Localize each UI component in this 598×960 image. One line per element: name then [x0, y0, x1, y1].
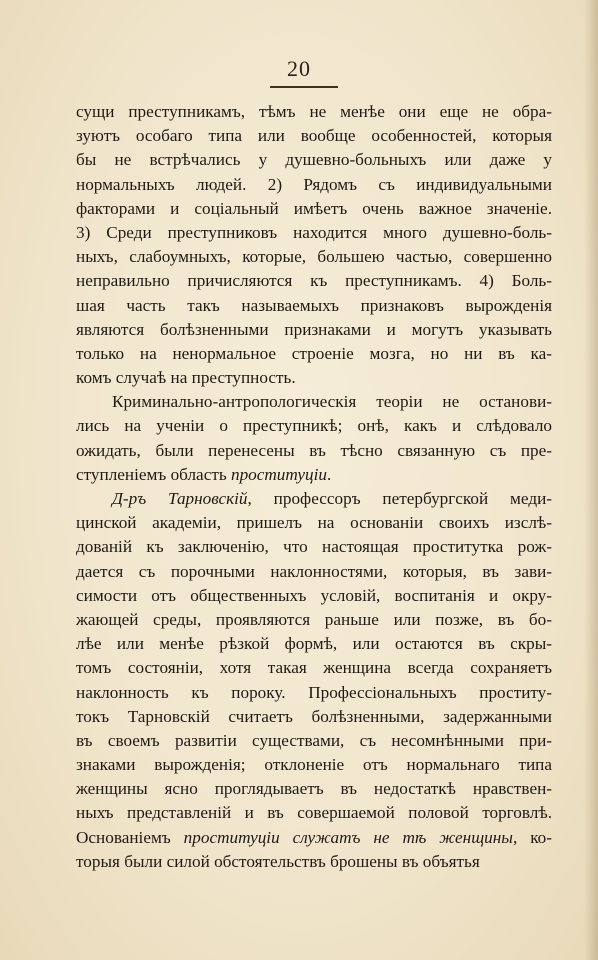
text-line: [76, 173, 552, 197]
text-segment: торыя были силой обстоятельствъ брошены въ объятья: [76, 851, 480, 871]
text-segment: цинской академіи, пришелъ на основаніи своихъ изслѣ-: [76, 513, 552, 533]
paragraph: [76, 100, 552, 390]
text-segment: .: [326, 464, 332, 484]
text-line: [76, 414, 552, 438]
text-segment: женщины ясно проглядываетъ въ недостаткѣ нравствен-: [76, 779, 552, 799]
text-line: [76, 221, 552, 245]
text-line: [76, 705, 552, 729]
text-segment: лѣе или менѣе рѣзкой формѣ, или остаются въ скры-: [76, 634, 552, 654]
text-line: [76, 584, 552, 608]
text-line: [76, 801, 552, 825]
text-segment: Основаніемъ: [76, 827, 184, 847]
text-segment: ожидать, были перенесены въ тѣсно связанную съ пре-: [76, 440, 552, 460]
text-segment: комъ случаѣ на преступность.: [76, 368, 296, 388]
paragraph: [76, 487, 552, 874]
text-segment: сущи преступникамъ, тѣмъ не менѣе они еще не обра-: [76, 102, 552, 121]
text-line: [76, 463, 552, 487]
text-line: [76, 390, 552, 414]
text-segment: дованій къ заключенію, что настоящая проститутка рож-: [76, 537, 552, 557]
text-line: [76, 439, 552, 463]
text-line: [76, 826, 552, 850]
text-line: [76, 753, 552, 777]
text-segment: наклонность къ пороку. Профессіональныхъ проститу-: [76, 682, 552, 702]
paragraph: [76, 390, 552, 487]
text-segment: , ко-: [512, 827, 552, 847]
text-segment: 3) Среди преступниковъ находится много душевно-боль-: [76, 222, 552, 242]
text-line: [76, 535, 552, 559]
text-segment: знаками вырожденія; отклоненіе отъ нормальнаго типа: [76, 755, 552, 775]
text-segment: токъ Тарновскій считаетъ болѣзненными, задержанными: [76, 706, 552, 726]
text-line: [76, 487, 552, 511]
text-segment: бы не встрѣчались у душевно-больныхъ или даже у: [76, 150, 552, 170]
text-segment: являются болѣзненными признаками и могутъ указывать: [76, 319, 552, 339]
text-segment: дается съ порочными наклонностями, которыя, въ зави-: [76, 561, 552, 581]
text-segment: Д-ръ Тарновскій: [112, 489, 248, 508]
text-line: [76, 318, 552, 342]
body-text: [76, 100, 552, 874]
text-segment: въ своемъ развитіи существами, съ несомнѣнными при-: [76, 730, 552, 750]
text-segment: зуютъ особаго типа или вообще особенностей, которыя: [76, 126, 552, 146]
text-line: [76, 100, 552, 124]
text-segment: факторами и соціальный имѣетъ очень важное значеніе.: [76, 198, 552, 218]
text-segment: шая часть такъ называемыхъ признаковъ вырожденія: [76, 295, 552, 315]
page-number: 20: [287, 56, 311, 81]
text-segment: нормальныхъ людей. 2) Рядомъ съ индивидуальными: [76, 174, 552, 194]
header-rule: [270, 86, 338, 88]
text-line: [76, 656, 552, 680]
text-segment: симости отъ общественныхъ условій, воспитанія и окру-: [76, 585, 552, 605]
text-line: [76, 269, 552, 293]
text-line: [76, 729, 552, 753]
text-segment: проституціи: [230, 464, 327, 484]
text-line: [76, 511, 552, 535]
text-line: [76, 294, 552, 318]
text-segment: только на ненормальное строеніе мозга, но ни въ ка-: [76, 343, 552, 363]
text-segment: Криминально-антропологическія теоріи не останови-: [112, 392, 552, 412]
text-line: [76, 777, 552, 801]
text-line: [76, 148, 552, 172]
text-segment: лись на ученіи о преступникѣ; онѣ, какъ и слѣдовало: [76, 416, 552, 436]
text-segment: ступленіемъ область: [76, 464, 231, 484]
text-segment: проституціи служатъ не тѣ женщины: [183, 827, 513, 847]
text-line: [76, 197, 552, 221]
text-line: [76, 245, 552, 269]
text-line: [76, 608, 552, 632]
text-line: [76, 342, 552, 366]
text-segment: неправильно причисляются къ преступникамъ. 4) Боль-: [76, 271, 552, 291]
text-line: [76, 681, 552, 705]
text-segment: жающей среды, проявляются раньше или позже, въ бо-: [76, 609, 552, 629]
text-line: [76, 124, 552, 148]
text-segment: ныхъ представленій и въ совершаемой половой торговлѣ.: [76, 803, 552, 823]
text-line: [76, 366, 552, 390]
text-line: [76, 632, 552, 656]
text-segment: томъ состояніи, хотя такая женщина всегда сохраняетъ: [76, 658, 552, 678]
text-line: [76, 560, 552, 584]
text-segment: ныхъ, слабоумныхъ, которые, большею частью, совершенно: [76, 247, 552, 267]
text-segment: , профессоръ петербургской меди-: [247, 489, 552, 508]
text-line: [76, 850, 552, 874]
